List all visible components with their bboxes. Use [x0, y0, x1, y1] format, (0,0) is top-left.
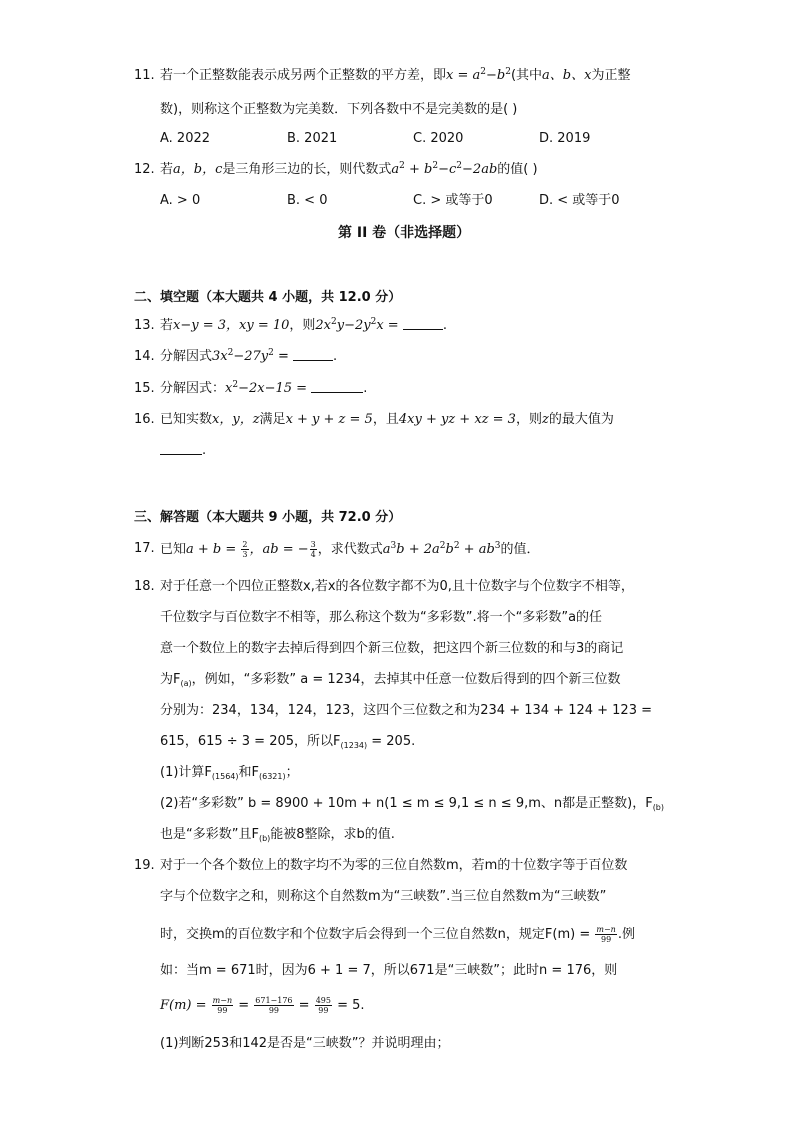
q16-condition1: x + y + z = 5 [285, 412, 373, 427]
q11-option-b: B. 2021 [287, 131, 338, 146]
q17-frac2-num: 3 [310, 540, 316, 549]
q19-line5-eq1: = [234, 998, 254, 1013]
q18-line4-sub: (a) [180, 679, 192, 688]
q18-part1-sub1: (1564) [211, 772, 239, 781]
q18-number: 18. [134, 579, 155, 594]
q14-sup2: 2 [268, 348, 274, 358]
q19-l5-f1-num: m−n [212, 996, 233, 1005]
q18-line4 [160, 671, 620, 689]
q17-expr-sum: a + b = [186, 542, 241, 557]
q19-line5-eq2: = [294, 998, 314, 1013]
q17-line [160, 540, 540, 559]
q19-line5-a: F(m) = [160, 998, 211, 1013]
solve-section-heading: 三、解答题（本大题共 9 小题，共 72.0 分） [134, 510, 402, 525]
q11-line1 [160, 67, 630, 85]
q14-line [160, 348, 337, 366]
q14-sup1: 2 [227, 348, 234, 358]
q11-vars: a、b、x [542, 68, 592, 83]
q19-line5-result: = 5. [332, 998, 365, 1013]
q19-l5-fraction3 [315, 996, 332, 1015]
q17-fraction-2-3 [241, 540, 248, 559]
q19-l5-f3-den: 99 [315, 1005, 332, 1015]
q19-line5 [160, 996, 365, 1015]
q16-line2 [160, 442, 206, 460]
q13-sup1: 2 [331, 317, 337, 327]
q18-part2-d: 能被8整除，求b的值. [270, 827, 395, 842]
q12-expr-a: a [391, 162, 400, 177]
q13-expr-c: x = [376, 318, 403, 333]
q18-part2-sub2: (b) [258, 834, 271, 843]
q19-l5-f2-num: 671−176 [255, 996, 293, 1005]
q15-answer-blank[interactable] [311, 380, 363, 393]
q18-line6-b: = 205. [367, 734, 416, 749]
part2-title: 第 II 卷（非选择题） [338, 225, 471, 241]
q12-text-d: 的值( ) [497, 162, 538, 177]
q11-line2: 数)，则称这个正整数为完美数．下列各数中不是完美数的是( ) [160, 102, 518, 117]
q13-text-c: ，则 [289, 318, 316, 333]
q11-eq-sup2: 2 [505, 67, 511, 77]
q15-number: 15. [134, 381, 155, 396]
q12-expr-d: −2ab [462, 162, 498, 177]
q18-part2-line2 [160, 826, 395, 844]
q19-line3-b: .例 [617, 927, 635, 942]
q16-text-e: ，且 [372, 412, 399, 427]
q18-line6 [160, 733, 415, 751]
q17-expr-product: ，ab = − [249, 542, 309, 557]
q19-l3-frac-den: 99 [595, 934, 616, 944]
q19-l5-fraction1 [212, 996, 233, 1015]
q15-expr-b: −2x−15 = [238, 381, 312, 396]
q19-line2: 字与个位数字之和，则称这个自然数m为“三峡数”.当三位自然数m为“三峡数” [160, 889, 607, 904]
q18-part1-a: (1)计算F [160, 765, 212, 780]
q19-l5-f3-num: 495 [315, 996, 331, 1005]
q17-target-d: + ab [459, 542, 495, 557]
q17-text-d: ，求代数式 [317, 542, 383, 557]
q19-l5-fraction2 [254, 996, 293, 1015]
fill-in-section-heading: 二、填空题（本大题共 4 小题，共 12.0 分） [134, 290, 402, 305]
q17-frac2-den: 4 [310, 550, 316, 559]
q19-l5-f1-den: 99 [212, 1005, 233, 1015]
q11-option-c: C. 2020 [413, 131, 464, 146]
q11-text-d: 为正整 [591, 68, 631, 83]
q18-line6-a: 615，615 ÷ 3 = 205，所以F [160, 734, 341, 749]
q14-number: 14. [134, 349, 155, 364]
q18-line4-b: ，例如，“多彩数” a = 1234，去掉其中任意一位数后得到的四个新三位数 [191, 672, 621, 687]
q13-period: . [442, 318, 447, 333]
q12-expr-c: −c [438, 162, 457, 177]
q13-expr-b: y−2y [336, 318, 371, 333]
q12-option-b: B. < 0 [287, 193, 328, 208]
q15-text-a: 分解因式： [160, 381, 226, 396]
q13-condition: x−y = 3，xy = 10 [173, 318, 290, 333]
q12-option-a: A. > 0 [160, 193, 201, 208]
q12-sup3: 2 [456, 161, 463, 171]
q19-line1: 对于一个各个数位上的数字均不为零的三位自然数m，若m的十位数字等于百位数 [160, 858, 628, 873]
q11-eq-minus: −b [486, 68, 506, 83]
q16-answer-blank[interactable] [160, 442, 202, 455]
q17-frac1-num: 2 [242, 540, 248, 549]
q13-sup2: 2 [370, 317, 377, 327]
q18-line3: 意一个数位上的数字去掉后得到四个新三位数，把这四个新三位数的和与3的商记 [160, 641, 624, 656]
q17-sup2: 2 [439, 541, 446, 551]
q15-expr-a: x [225, 381, 233, 396]
q16-text-g: ，则 [515, 412, 542, 427]
q11-text-a: 若一个正整数能表示成另两个正整数的平方差，即 [160, 68, 447, 83]
q15-line [160, 380, 367, 398]
q17-fraction-3-4 [310, 540, 317, 559]
q14-expr-a: 3x [212, 349, 228, 364]
q19-part1: (1)判断253和142是否是“三峡数”？并说明理由； [160, 1036, 450, 1051]
q16-text-a: 已知实数 [160, 412, 213, 427]
q18-part1-sub2: (6321) [259, 772, 286, 781]
q16-var-z: z [541, 412, 549, 427]
q16-vars: x，y，z [212, 412, 260, 427]
q18-line2: 千位数字与百位数字不相等，那么称这个数为“多彩数”.将一个“多彩数”a的任 [160, 610, 603, 625]
q19-line3-fraction [595, 925, 616, 944]
q17-frac1-den: 3 [242, 550, 248, 559]
q17-text-g: 的值． [500, 542, 540, 557]
q12-option-d: D. < 或等于0 [539, 193, 620, 208]
q13-answer-blank[interactable] [403, 317, 443, 330]
q12-text-c: 是三角形三边的长，则代数式 [222, 162, 392, 177]
q16-condition2: 4xy + yz + xz = 3 [398, 412, 516, 427]
q17-sup3: 2 [453, 541, 460, 551]
q19-number: 19. [134, 858, 155, 873]
q12-option-c: C. > 或等于0 [413, 193, 493, 208]
q17-sup4: 3 [494, 541, 501, 551]
q12-expr-b: + b [404, 162, 433, 177]
q19-line4: 如：当m = 671时，因为6 + 1 = 7，所以671是“三峡数”；此时n = 176，则 [160, 963, 618, 978]
q16-text-i: 的最大值为 [548, 412, 614, 427]
q12-line1 [160, 161, 538, 179]
q11-eq-sup1: 2 [480, 67, 486, 77]
q18-part2-c: 也是“多彩数”且F [160, 827, 259, 842]
q16-number: 16. [134, 412, 155, 427]
q19-line3 [160, 925, 635, 944]
q14-answer-blank[interactable] [293, 348, 333, 361]
q11-eq: x = a [446, 68, 481, 83]
q18-part2-line1 [160, 795, 664, 813]
q18-line6-sub: (1234) [340, 741, 368, 750]
q12-sup1: 2 [399, 161, 405, 171]
q13-line [160, 317, 447, 335]
q14-text-a: 分解因式 [160, 349, 213, 364]
q18-line5: 分别为：234，134，124，123，这四个三位数之和为234 + 134 + 124 + 123 = [160, 703, 653, 718]
q11-number: 11. [134, 68, 155, 83]
q14-period: . [333, 349, 338, 364]
q15-period: . [363, 381, 368, 396]
q14-expr-b: −27y [233, 349, 269, 364]
q16-period: . [202, 443, 207, 458]
q11-option-a: A. 2022 [160, 131, 211, 146]
q13-text-a: 若 [160, 318, 174, 333]
q18-part1-c: ； [285, 765, 299, 780]
q17-target-b: b + 2a [396, 542, 440, 557]
q18-line1: 对于任意一个四位正整数x,若x的各位数字都不为0,且十位数字与个位数字不相等， [160, 579, 634, 594]
q11-text-b: (其中 [510, 68, 543, 83]
q17-target-c: b [445, 542, 454, 557]
q17-text-a: 已知 [160, 542, 187, 557]
q16-text-c: 满足 [259, 412, 286, 427]
q17-target-a: a [382, 542, 391, 557]
q18-line4-a: 为F [160, 672, 181, 687]
q15-sup1: 2 [232, 380, 239, 390]
q13-number: 13. [134, 318, 155, 333]
q19-line3-a: 时，交换m的百位数字和个位数字后会得到一个三位自然数n，规定F(m) = [160, 927, 595, 942]
q17-sup1: 3 [390, 541, 397, 551]
q19-l3-frac-num: m−n [596, 925, 616, 934]
q14-equals: = [273, 349, 294, 364]
q16-line1 [160, 411, 614, 429]
q18-part2-sub: (b) [652, 803, 665, 812]
q18-part2-a: (2)若“多彩数” b = 8900 + 10m + n(1 ≤ m ≤ 9,1 ≤ n ≤ 9,m、n都是正整数)，F [160, 796, 653, 811]
q18-part1-b: 和F [238, 765, 259, 780]
q19-l5-f2-den: 99 [254, 1005, 293, 1015]
q12-vars: a，b，c [173, 162, 223, 177]
q12-number: 12. [134, 162, 155, 177]
q11-option-d: D. 2019 [539, 131, 591, 146]
q13-expr-a: 2x [315, 318, 332, 333]
q17-number: 17. [134, 541, 155, 556]
q18-part1 [160, 764, 299, 782]
q12-sup2: 2 [432, 161, 439, 171]
q12-text-a: 若 [160, 162, 174, 177]
